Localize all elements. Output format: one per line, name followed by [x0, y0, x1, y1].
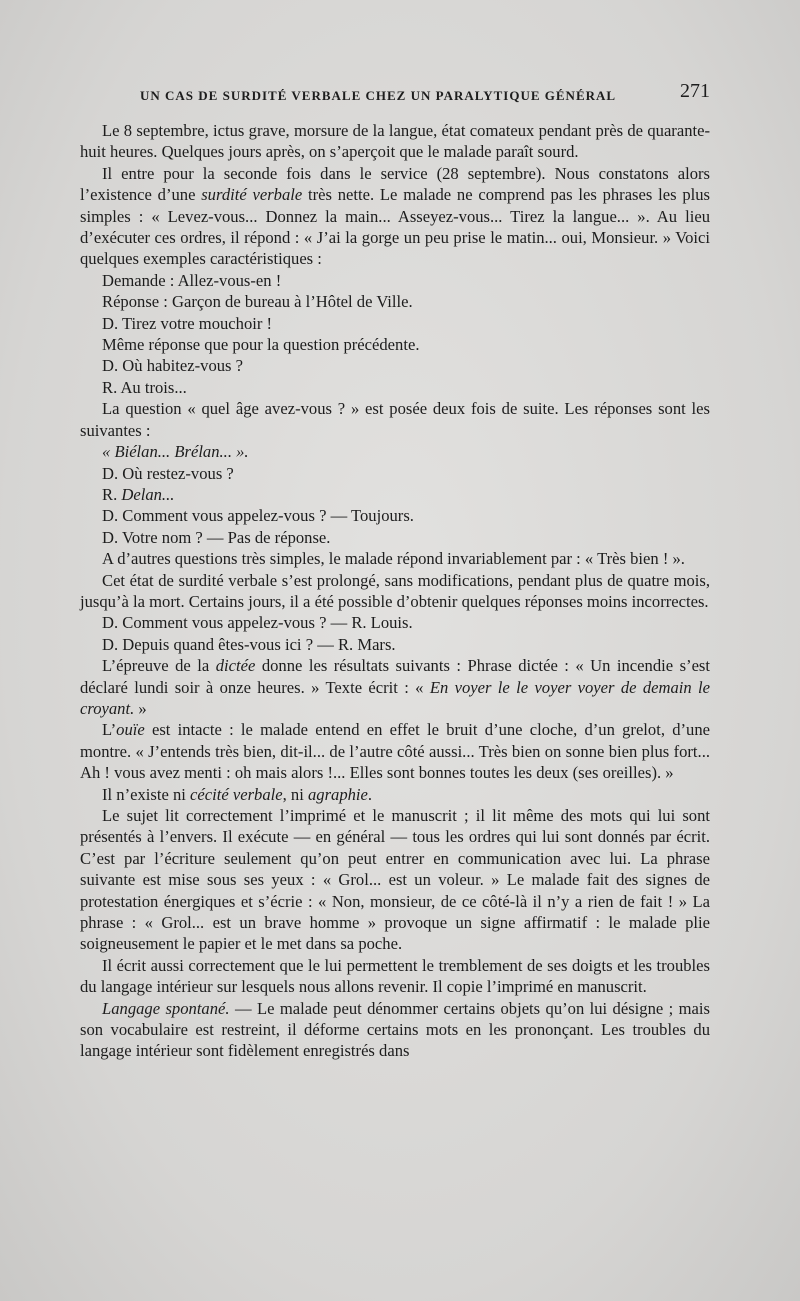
- dialogue-line: [80, 484, 710, 505]
- italic-term: agraphie: [307, 784, 368, 804]
- text-run: L’: [102, 720, 117, 740]
- body-text: [80, 120, 710, 1062]
- dialogue-line: D. Votre nom ? — Pas de réponse.: [102, 527, 331, 547]
- text-run: est intacte : le malade entend en effet le bruit d’une cloche, d’un grelot, d’une montre. « J’entends très bien, dit-il... de l’autre côté aussi... Très bien on sonne bien plus fort... Ah ! vous avez menti : oh mais alors !... Elles sont bonnes toutes les deux (ses oreilles). »: [80, 720, 710, 783]
- text-run: très nette. Le malade ne comprend pas les phrases les plus simples : « Levez-vous... Donnez la main... Asseyez-vous... Tirez la langue... ». Au lieu d’exécuter ces ordres, il répond : « J’ai la gorge un peu prise le matin... oui, Monsieur. » Voici quelques exemples caractéristiques :: [80, 185, 710, 269]
- text-run: — Le malade peut dénommer certains objets qu’on lui désigne ; mais son vocabulaire est restreint, il déforme certains mots en les prononçant. Les troubles du langage intérieur sont fidèlement enregistrés dans: [80, 998, 710, 1061]
- paragraph: [80, 998, 710, 1062]
- paragraph: A d’autres questions très simples, le malade répond invariablement par : « Très bien ! ».: [102, 549, 685, 569]
- dialogue-line: D. Où habitez-vous ?: [102, 356, 244, 376]
- paragraph: [80, 719, 710, 783]
- paragraph: Le 8 septembre, ictus grave, morsure de la langue, état comateux pendant près de quarante-huit heures. Quelques jours après, on s’aperçoit que le malade paraît sourd.: [80, 121, 710, 162]
- dialogue-line: D. Où restez-vous ?: [102, 463, 234, 483]
- dialogue-line: R. Au trois...: [102, 377, 187, 397]
- text-run: donne les résultats suivants : Phrase dictée : « Un incendie s’est déclaré lundi soir à onze heures. » Texte écrit : «: [80, 656, 710, 697]
- text-run: , ni: [282, 784, 308, 804]
- text-run: .: [367, 784, 373, 804]
- dialogue-line: Réponse : Garçon de bureau à l’Hôtel de Ville.: [102, 292, 413, 312]
- text-run: R.: [102, 484, 122, 504]
- italic-heading: Langage spontané.: [102, 998, 230, 1018]
- page-header: [140, 80, 710, 110]
- italic-quote: En voyer le le voyer voyer de demain le croyant.: [80, 677, 711, 718]
- text-run: L’épreuve de la: [102, 656, 216, 676]
- paragraph: [80, 784, 710, 805]
- paragraph: [80, 655, 710, 719]
- text-run: Il n’existe ni: [102, 784, 191, 804]
- running-title: UN CAS DE SURDITÉ VERBALE CHEZ UN PARALYTIQUE GÉNÉRAL: [140, 88, 617, 103]
- italic-term: surdité verbale: [201, 185, 303, 205]
- paragraph: Le sujet lit correctement l’imprimé et le manuscrit ; il lit même des mots qui lui sont présentés à l’envers. Il exécute — en général — tous les ordres qui lui sont donnés par écrit. C’est par l’écriture seulement qu’on peut entrer en communication avec lui. La phrase suivante est mise sous ses yeux : « Grol... est un voleur. » Le malade fait des signes de protestation énergiques et s’écrie : « Non, monsieur, de ce côté-là il n’y a rien de fait ! » La phrase : « Grol... est un brave homme » provoque un signe affirmatif : le malade plie soigneusement le papier et le met dans sa poche.: [80, 806, 710, 954]
- italic-reply: « Biélan... Brélan... ».: [102, 442, 249, 462]
- italic-term: ouïe: [116, 720, 145, 740]
- dialogue-line: Même réponse que pour la question précédente.: [102, 335, 420, 355]
- text-run: »: [134, 698, 147, 718]
- italic-term: cécité verbale: [190, 784, 283, 804]
- text-run: Il entre pour la seconde fois dans le service (28 septembre). Nous constatons alors l’existence d’une: [80, 163, 710, 205]
- italic-term: dictée: [215, 656, 256, 676]
- dialogue-line: D. Tirez votre mouchoir !: [102, 313, 273, 333]
- paragraph: [80, 163, 710, 270]
- paragraph: Il écrit aussi correctement que le lui permettent le tremblement de ses doigts et les troubles du langage intérieur sur lesquels nous allons revenir. Il copie l’imprimé en manuscrit.: [80, 955, 710, 997]
- italic-reply: Delan...: [121, 484, 175, 504]
- dialogue-line: D. Comment vous appelez-vous ? — R. Louis.: [102, 613, 413, 633]
- dialogue-line: D. Depuis quand êtes-vous ici ? — R. Mars.: [102, 634, 396, 654]
- paragraph: Cet état de surdité verbale s’est prolongé, sans modifications, pendant plus de quatre mois, jusqu’à la mort. Certains jours, il a été possible d’obtenir quelques réponses moins incorrectes.: [80, 570, 710, 611]
- dialogue-line: D. Comment vous appelez-vous ? — Toujours.: [102, 506, 414, 526]
- dialogue-line: [80, 441, 710, 462]
- paragraph: La question « quel âge avez-vous ? » est posée deux fois de suite. Les réponses sont les suivantes :: [80, 399, 710, 440]
- dialogue-line: Demande : Allez-vous-en !: [102, 270, 282, 290]
- page-number: 271: [680, 80, 710, 102]
